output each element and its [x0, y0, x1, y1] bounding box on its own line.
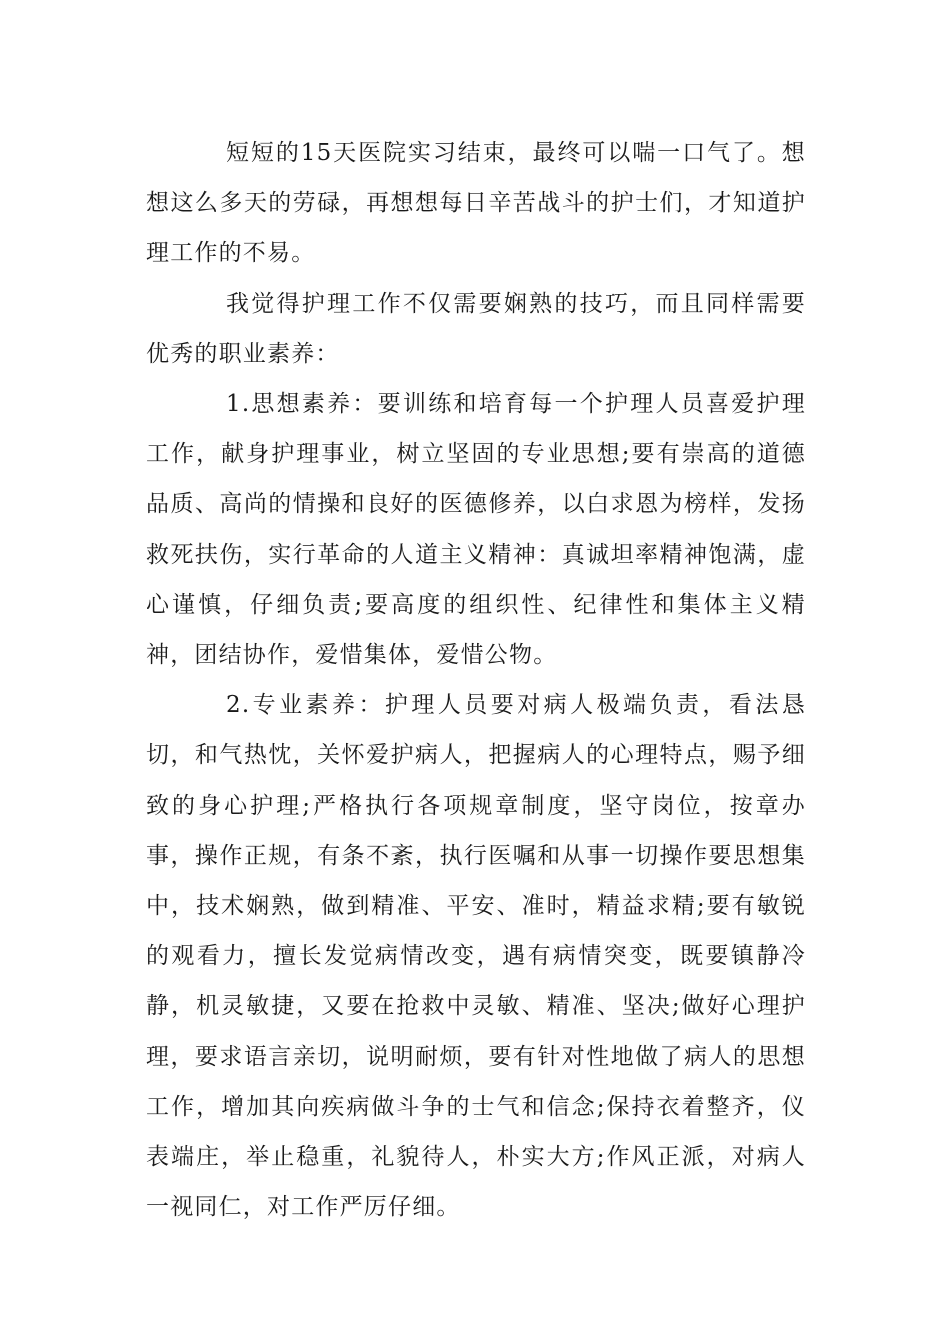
paragraph-intro: 短短的15天医院实习结束，最终可以喘一口气了。想想这么多天的劳碌，再想想每日辛苦战斗的护士们，才知道护理工作的不易。 — [146, 140, 806, 267]
paragraph-specialty-quality: 2.专业素养：护理人员要对病人极端负责，看法恳切，和气热忱，关怀爱护病人，把握病人的心理特点，赐予细致的身心护理;严格执行各项规章制度，坚守岗位，按章办事，操作正规，有条不紊，执行医嘱和从事一切操作要思想集中，技术娴熟，做到精准、平安、准时，精益求精;要有敏锐的观看力，擅长发觉病情改变，遇有病情突变，既要镇静冷静，机灵敏捷，又要在抢救中灵敏、精准、坚决;做好心理护理，要求语言亲切，说明耐烦，要有针对性地做了病人的思想工作，增加其向疾病做斗争的士气和信念;保持衣着整齐，仪表端庄，举止稳重，礼貌待人，朴实大方;作风正派，对病人一视同仁，对工作严厉仔细。 — [146, 692, 806, 1221]
paragraph-ideological-quality: 1.思想素养：要训练和培育每一个护理人员喜爱护理工作，献身护理事业，树立坚固的专业思想;要有崇高的道德品质、高尚的情操和良好的医德修养，以白求恩为榜样，发扬救死扶伤，实行革命的人道主义精神：真诚坦率精神饱满，虚心谨慎，仔细负责;要高度的组织性、纪律性和集体主义精神，团结协作，爱惜集体，爱惜公物。 — [146, 391, 806, 669]
paragraph-professional-quality: 我觉得护理工作不仅需要娴熟的技巧，而且同样需要优秀的职业素养： — [146, 290, 806, 367]
document-page — [146, 128, 806, 1232]
